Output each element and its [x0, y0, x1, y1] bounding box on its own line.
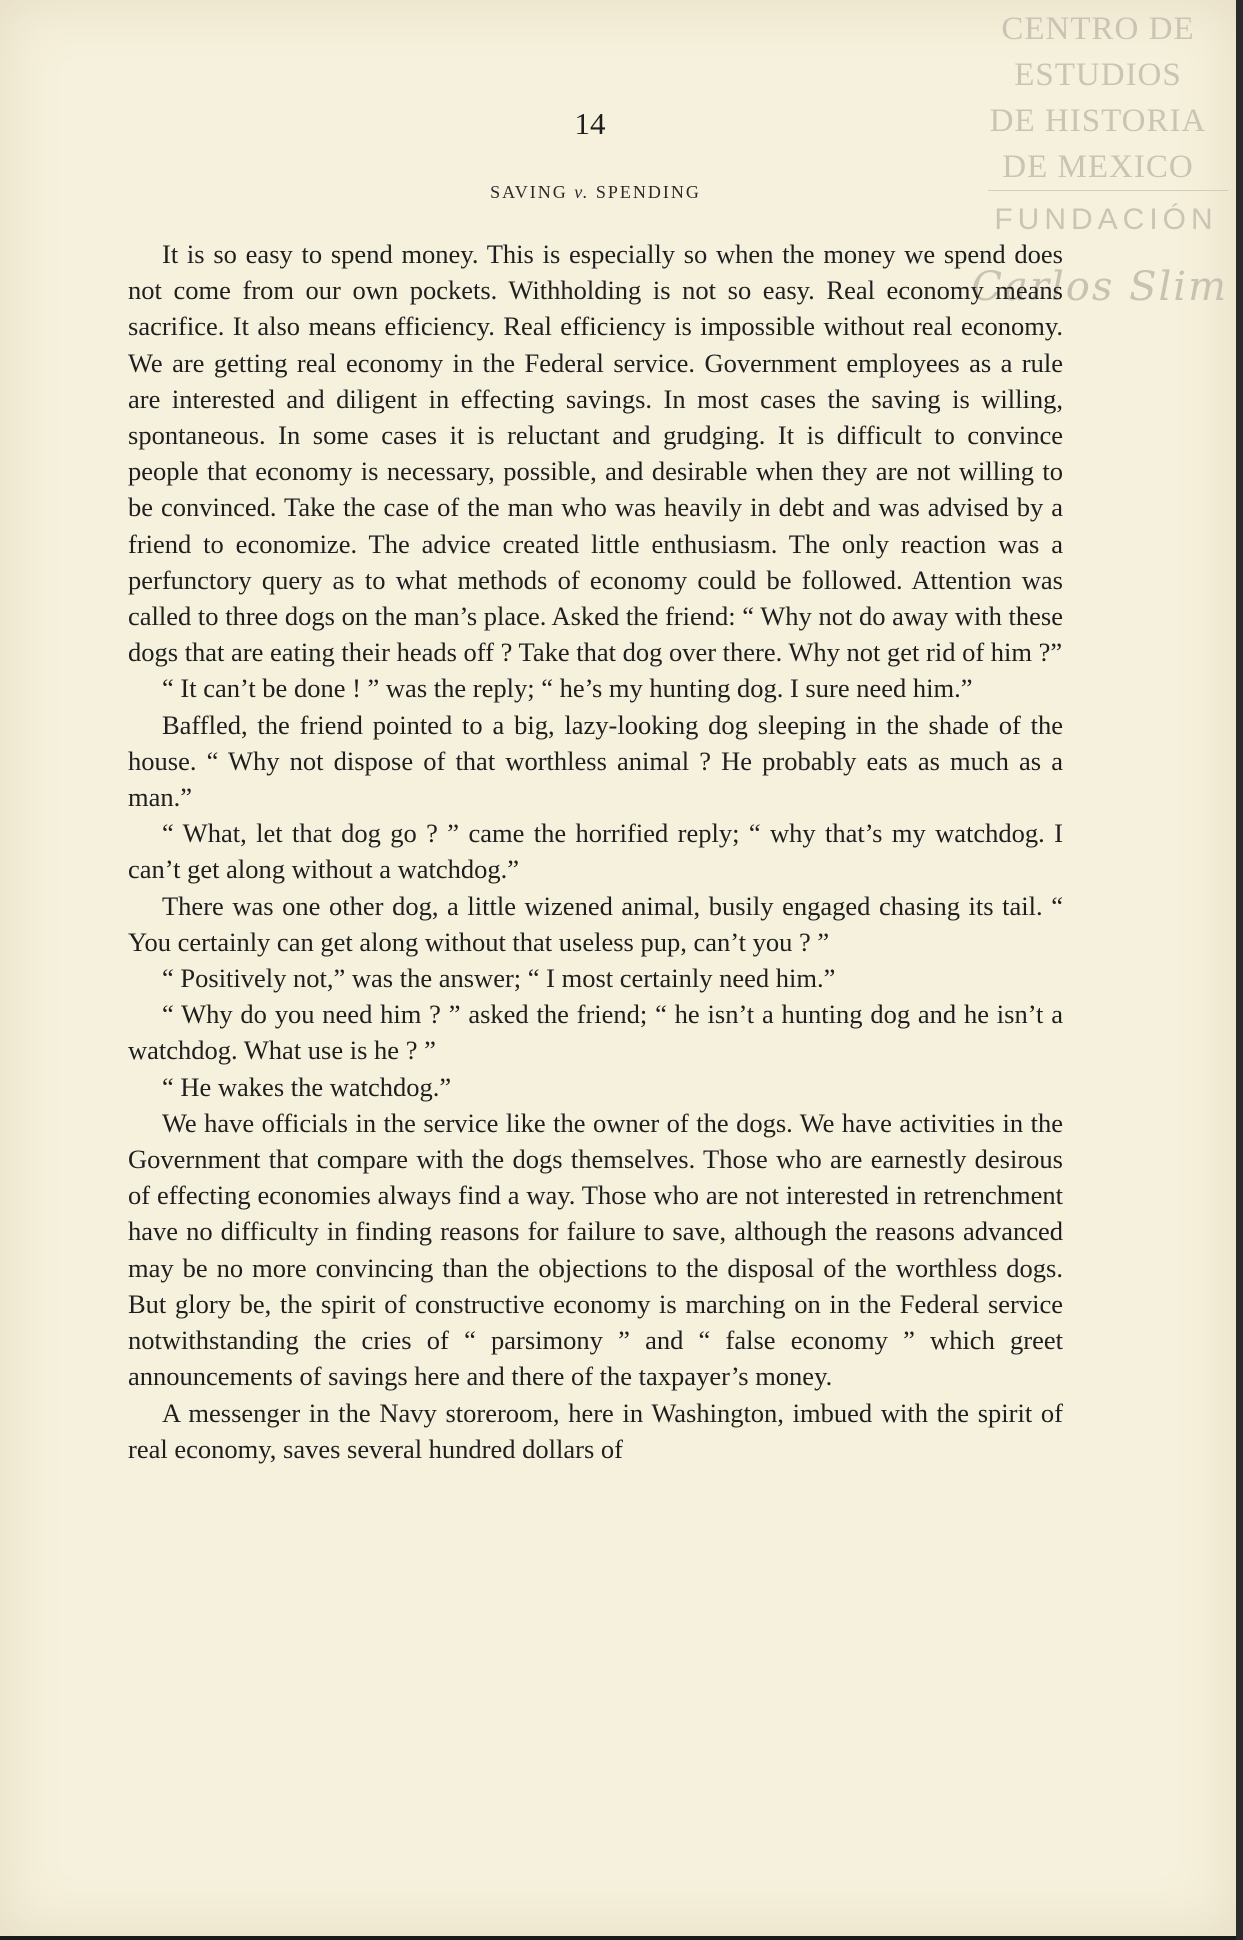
paragraph: “ It can’t be done ! ” was the reply; “ he’s my hunting dog. I sure need him.”: [162, 673, 973, 704]
paragraph: “ Why do you need him ? ” asked the friend; “ he isn’t a hunting dog and he isn’t a watchdog. What use is he ? ”: [128, 999, 1063, 1066]
scan-edge: [1236, 0, 1243, 1940]
watermark-line: ESTUDIOS: [1014, 57, 1182, 93]
paragraph: There was one other dog, a little wizened animal, busily engaged chasing its tail. “ You certainly can get along without that useless pup, can’t you ? ”: [128, 890, 1063, 957]
running-head-right: SPENDING: [595, 182, 701, 202]
paragraph: “ Positively not,” was the answer; “ I most certainly need him.”: [162, 963, 836, 994]
watermark-signature: Carlos Slim: [971, 264, 1228, 310]
watermark-line: DE HISTORIA: [989, 103, 1207, 139]
archive-watermark: [978, 6, 1218, 190]
watermark-line: CENTRO DE: [1001, 11, 1195, 47]
paragraph: A messenger in the Navy storeroom, here in Washington, imbued with the spirit of real economy, saves several hundred dollars of: [128, 1397, 1063, 1464]
paragraph: “ What, let that dog go ? ” came the horrified reply; “ why that’s my watchdog. I can’t get along without a watchdog.”: [128, 818, 1063, 885]
running-head-left: SAVING: [490, 182, 568, 202]
paragraph: Baffled, the friend pointed to a big, lazy-looking dog sleeping in the shade of the house. “ Why not dispose of that worthless animal ? He probably eats as much as a man.”: [128, 709, 1063, 813]
paragraph: We have officials in the service like the owner of the dogs. We have activities in the Government that compare with the dogs themselves. Those who are earnestly desirous of effecting economies always find a way. Those who are not interested in retrenchment have no difficulty in finding reasons for failure to save, although the reasons advanced may be no more convincing than the objections to the disposal of the worthless dogs. But glory be, the spirit of constructive economy is marching on in the Federal service notwithstanding the cries of “ parsimony ” and “ false economy ” which greet announcements of savings here and there of the taxpayer’s money.: [128, 1107, 1063, 1392]
running-head: [128, 182, 1063, 203]
page-number: 14: [574, 106, 606, 141]
paragraph: It is so easy to spend money. This is especially so when the money we spend does not come from our own pockets. Withholding is not so easy. Real economy means sacrifice. It also means efficiency. Real efficiency is impossible without real economy. We are getting real economy in the Federal service. Government employees as a rule are interested and diligent in effecting savings. In most cases the saving is willing, spontaneous. In some cases it is reluctant and grudging. It is difficult to convince people that economy is necessary, possible, and desirable when they are not willing to be convinced. Take the case of the man who was heavily in debt and was advised by a friend to economize. The advice created little enthusiasm. The only reaction was a perfunctory query as to what methods of economy could be followed. Attention was called to three dogs on the man’s place. Asked the friend: “ Why not do away with these dogs that are eating their heads off ? Take that dog over there. Why not get rid of him ?”: [128, 239, 1063, 668]
watermark-line: DE MEXICO: [1002, 149, 1194, 185]
watermark-foundation: FUNDACIÓN: [994, 203, 1218, 236]
body-text: [128, 236, 1063, 1467]
running-head-versus: v.: [574, 182, 590, 202]
paragraph: “ He wakes the watchdog.”: [162, 1071, 452, 1102]
